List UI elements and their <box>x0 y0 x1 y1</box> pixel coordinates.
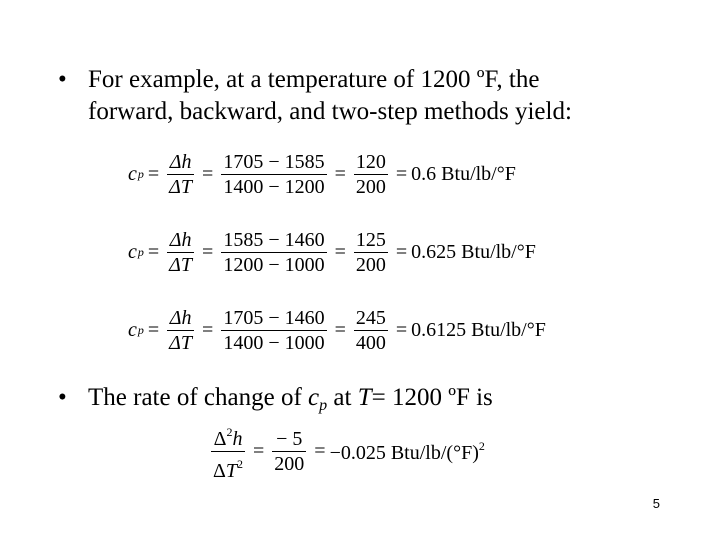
equals-sign: = <box>334 163 346 185</box>
equation-result: 0.6 Btu/lb/°F <box>411 163 516 185</box>
equals-sign: = <box>147 163 160 185</box>
cp-subscript: p <box>319 397 328 414</box>
fraction-numerator <box>212 420 245 451</box>
fraction-numerator: 1705 − 1585 <box>223 151 325 173</box>
fraction-numerator: Δh <box>169 307 192 329</box>
equals-sign: = <box>202 163 214 185</box>
text-mid: at <box>327 384 358 411</box>
equation-result: 0.6125 Btu/lb/°F <box>411 319 546 341</box>
difference-fraction <box>221 306 326 355</box>
bullet-text <box>88 382 493 422</box>
fraction-numerator: 120 <box>355 151 386 173</box>
equals-sign: = <box>395 163 408 185</box>
equation-two-step <box>128 306 546 355</box>
equals-sign: = <box>395 241 408 263</box>
equals-sign: = <box>147 241 160 263</box>
fraction-denominator: 200 <box>274 453 305 475</box>
equation-backward <box>128 228 536 277</box>
ratio-fraction <box>354 306 388 355</box>
equation-second-derivative <box>207 420 485 483</box>
ratio-fraction <box>354 228 388 277</box>
equals-sign: = <box>147 319 160 341</box>
equals-sign: = <box>253 440 265 462</box>
second-derivative-fraction <box>211 420 245 483</box>
fraction-denominator: 1400 − 1000 <box>223 332 325 354</box>
fraction-denominator: ΔT <box>169 332 193 354</box>
bullet-symbol: • <box>58 66 67 93</box>
t-variable: T <box>225 460 237 482</box>
equation-result <box>330 439 485 465</box>
fraction-denominator: ΔT <box>169 176 193 198</box>
delta-symbol: Δ <box>213 428 227 450</box>
derivative-fraction <box>167 306 194 355</box>
result-text: −0.025 Btu/lb/(°F) <box>329 441 479 464</box>
derivative-fraction <box>167 150 194 199</box>
fraction-denominator: 200 <box>355 254 386 276</box>
equals-sign: = <box>314 440 326 462</box>
cp-variable: c <box>128 163 137 185</box>
fraction-numerator: 1705 − 1460 <box>223 307 325 329</box>
fraction-numerator: 125 <box>355 229 386 251</box>
fraction-numerator: 245 <box>355 307 386 329</box>
equals-sign: = <box>202 319 214 341</box>
equals-sign: = <box>334 319 346 341</box>
fraction-numerator: Δh <box>169 151 192 173</box>
bullet-symbol: • <box>58 384 67 411</box>
ratio-fraction <box>272 427 306 476</box>
cp-variable: c <box>128 319 137 341</box>
exponent: 2 <box>237 457 243 471</box>
h-variable: h <box>232 428 243 450</box>
fraction-denominator: 400 <box>355 332 386 354</box>
page-number: 5 <box>652 496 660 511</box>
fraction-numerator: 1585 − 1460 <box>223 229 325 251</box>
equals-sign: = <box>334 241 346 263</box>
result-exponent: 2 <box>478 438 485 453</box>
bullet-line-2: forward, backward, and two-step methods yield: <box>88 98 572 125</box>
text-prefix: The rate of change of <box>88 384 309 411</box>
derivative-fraction <box>167 228 194 277</box>
difference-fraction <box>221 150 326 199</box>
exponent: 2 <box>226 425 233 439</box>
cp-subscript: p <box>137 167 144 181</box>
equation-forward <box>128 150 516 199</box>
fraction-numerator: Δh <box>169 229 192 251</box>
cp-variable: c <box>308 384 320 411</box>
fraction-numerator: − 5 <box>276 428 303 450</box>
difference-fraction <box>221 228 326 277</box>
fraction-denominator: 1400 − 1200 <box>223 176 325 198</box>
cp-variable: c <box>128 241 137 263</box>
fraction-denominator: ΔT <box>169 254 193 276</box>
equation-result: 0.625 Btu/lb/°F <box>411 241 536 263</box>
bullet-text <box>88 64 572 128</box>
t-variable: T <box>357 384 372 411</box>
text-suffix: = 1200 ºF is <box>371 384 493 411</box>
equals-sign: = <box>395 319 408 341</box>
equals-sign: = <box>202 241 214 263</box>
bullet-line-1: For example, at a temperature of 1200 ºF, the <box>88 66 540 93</box>
cp-subscript: p <box>137 323 144 337</box>
fraction-denominator: 200 <box>355 176 386 198</box>
ratio-fraction <box>354 150 388 199</box>
cp-subscript: p <box>137 245 144 259</box>
fraction-denominator: 1200 − 1000 <box>223 254 325 276</box>
fraction-denominator <box>211 451 245 483</box>
delta-symbol: Δ <box>213 460 226 482</box>
